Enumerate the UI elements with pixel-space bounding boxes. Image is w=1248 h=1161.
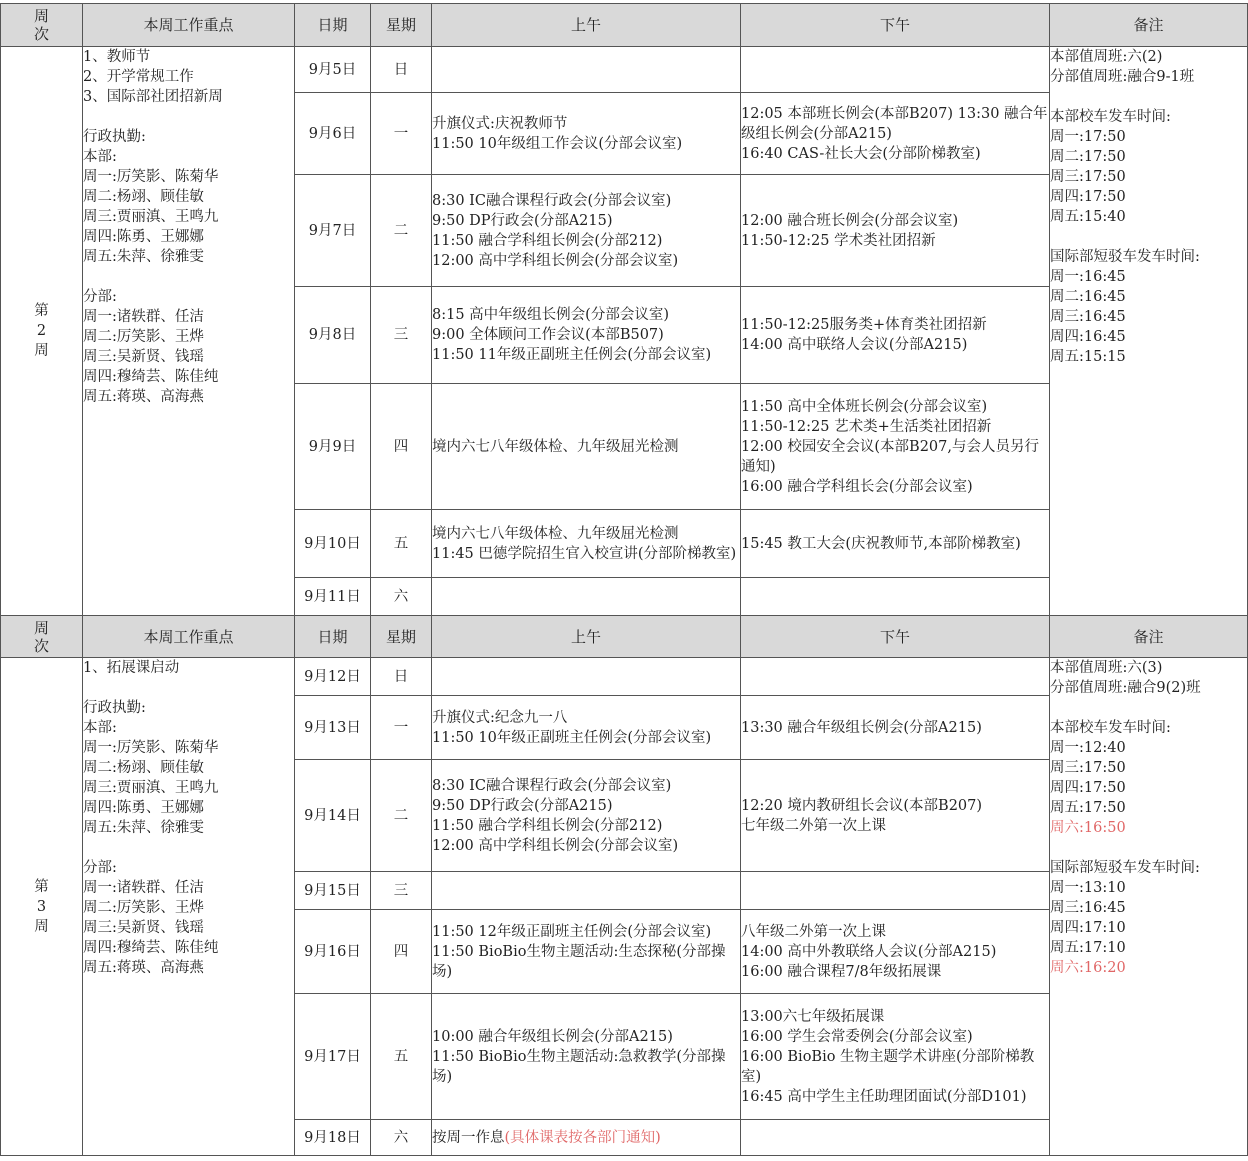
day-row (1, 658, 1248, 696)
focus-line: 周二:厉笑影、王烨 (83, 900, 204, 916)
focus-line: 周三:贾丽滇、王鸣九 (83, 780, 219, 796)
afternoon-cell: 八年级二外第一次上课 14:00 高中外教联络人会议(分部A215) 16:00 融合课程7/8年级拓展课 (741, 910, 1050, 994)
morning-cell: 8:30 IC融合课程行政会(分部会议室) 9:50 DP行政会(分部A215) 11:50 融合学科组长例会(分部212) 12:00 高中学科组长例会(分部会议室) (432, 175, 741, 287)
week-notes (1050, 658, 1248, 1156)
focus-line (83, 267, 294, 287)
focus-line: 行政执勤: (83, 700, 146, 716)
note-line: 周四:16:45 (1050, 329, 1126, 345)
morning-cell: 境内六七八年级体检、九年级屈光检测 11:45 巴德学院招生官入校宣讲(分部阶梯教室) (432, 510, 741, 578)
note-line: 本部值周班:六(3) (1050, 660, 1163, 676)
header-afternoon: 下午 (741, 616, 1050, 658)
morning-cell: 10:00 融合年级组长例会(分部A215) 11:50 BioBio生物主题活动:急救教学(分部操场) (432, 994, 741, 1120)
weekday-cell: 二 (371, 760, 432, 872)
weekday-cell: 一 (371, 93, 432, 175)
header-week: 周 次 (1, 4, 83, 47)
morning-cell: 升旗仪式:纪念九一八 11:50 10年级正副班主任例会(分部会议室) (432, 696, 741, 760)
header-row (1, 4, 1248, 47)
afternoon-cell: 13:00六七年级拓展课 16:00 学生会常委例会(分部会议室) 16:00 BioBio 生物主题学术讲座(分部阶梯教室) 16:45 高中学生主任助理团面试(分部D101) (741, 994, 1050, 1120)
header-notes: 备注 (1050, 616, 1248, 658)
focus-line: 周二:杨翊、顾佳敏 (83, 760, 204, 776)
notice-text: (具体课表按各部门通知) (504, 1129, 661, 1146)
note-line: 周五:15:40 (1050, 209, 1126, 225)
date-cell: 9月9日 (295, 384, 371, 510)
note-line: 周五:17:10 (1050, 940, 1126, 956)
afternoon-cell: 12:05 本部班长例会(本部B207) 13:30 融合年级组长例会(分部A215) 16:40 CAS-社长大会(分部阶梯教室) (741, 93, 1050, 175)
header-notes: 备注 (1050, 4, 1248, 47)
note-line: 国际部短驳车发车时间: (1050, 249, 1200, 265)
note-line: 本部校车发车时间: (1050, 720, 1171, 736)
header-date: 日期 (295, 616, 371, 658)
focus-line: 2、开学常规工作 (83, 69, 194, 85)
note-line: 本部值周班:六(2) (1050, 49, 1163, 65)
note-line: 周一:16:45 (1050, 269, 1126, 285)
date-cell: 9月11日 (295, 578, 371, 616)
weekday-cell: 三 (371, 872, 432, 910)
morning-cell: 境内六七八年级体检、九年级屈光检测 (432, 384, 741, 510)
week-label: 第 2 周 (1, 47, 83, 616)
morning-cell: 升旗仪式:庆祝教师节 11:50 10年级组工作会议(分部会议室) (432, 93, 741, 175)
schedule-table (0, 3, 1248, 1156)
header-weekday: 星期 (371, 4, 432, 47)
weekday-cell: 五 (371, 510, 432, 578)
morning-cell: 8:30 IC融合课程行政会(分部会议室) 9:50 DP行政会(分部A215) 11:50 融合学科组长例会(分部212) 12:00 高中学科组长例会(分部会议室) (432, 760, 741, 872)
morning-cell (432, 578, 741, 616)
focus-line: 周一:厉笑影、陈菊华 (83, 740, 219, 756)
afternoon-cell: 13:30 融合年级组长例会(分部A215) (741, 696, 1050, 760)
note-line: 周四:17:50 (1050, 780, 1126, 796)
focus-line: 1、教师节 (83, 49, 151, 65)
focus-line (83, 838, 294, 858)
header-focus: 本周工作重点 (83, 616, 295, 658)
note-line: 周五:15:15 (1050, 349, 1126, 365)
day-row (1, 47, 1248, 93)
afternoon-cell: 15:45 教工大会(庆祝教师节,本部阶梯教室) (741, 510, 1050, 578)
afternoon-cell (741, 1120, 1050, 1156)
note-line (1050, 227, 1247, 247)
afternoon-cell (741, 872, 1050, 910)
focus-line: 分部: (83, 289, 117, 305)
focus-line: 行政执勤: (83, 129, 146, 145)
focus-line: 周一:厉笑影、陈菊华 (83, 169, 219, 185)
weekday-cell: 六 (371, 578, 432, 616)
note-line: 周六:16:20 (1050, 960, 1126, 976)
morning-cell: 按周一作息(具体课表按各部门通知) (432, 1120, 741, 1156)
week-notes (1050, 47, 1248, 616)
week-label: 第 3 周 (1, 658, 83, 1156)
note-line: 周三:17:50 (1050, 760, 1126, 776)
afternoon-cell: 12:20 境内教研组长会议(本部B207) 七年级二外第一次上课 (741, 760, 1050, 872)
note-line: 周一:13:10 (1050, 880, 1126, 896)
date-cell: 9月17日 (295, 994, 371, 1120)
afternoon-cell: 11:50-12:25服务类+体育类社团招新 14:00 高中联络人会议(分部A215) (741, 287, 1050, 384)
header-morning: 上午 (432, 616, 741, 658)
focus-line: 周一:诸轶群、任洁 (83, 309, 204, 325)
focus-line: 周五:蒋瑛、高海燕 (83, 960, 204, 976)
morning-cell (432, 47, 741, 93)
date-cell: 9月18日 (295, 1120, 371, 1156)
note-line (1050, 87, 1247, 107)
focus-line: 周四:穆绮芸、陈佳纯 (83, 940, 219, 956)
note-line: 周二:16:45 (1050, 289, 1126, 305)
focus-line: 本部: (83, 149, 117, 165)
focus-line: 3、国际部社团招新周 (83, 89, 223, 105)
afternoon-cell (741, 47, 1050, 93)
focus-line (83, 678, 294, 698)
weekday-cell: 五 (371, 994, 432, 1120)
date-cell: 9月12日 (295, 658, 371, 696)
weekday-cell: 二 (371, 175, 432, 287)
note-line: 分部值周班:融合9-1班 (1050, 69, 1195, 85)
note-line: 周四:17:50 (1050, 189, 1126, 205)
note-line: 周二:17:50 (1050, 149, 1126, 165)
weekday-cell: 四 (371, 910, 432, 994)
header-morning: 上午 (432, 4, 741, 47)
date-cell: 9月13日 (295, 696, 371, 760)
note-line (1050, 838, 1247, 858)
date-cell: 9月15日 (295, 872, 371, 910)
note-line: 周三:16:45 (1050, 900, 1126, 916)
note-line: 本部校车发车时间: (1050, 109, 1171, 125)
focus-line: 周五:蒋瑛、高海燕 (83, 389, 204, 405)
date-cell: 9月6日 (295, 93, 371, 175)
focus-line: 周一:诸轶群、任洁 (83, 880, 204, 896)
note-line (1050, 698, 1247, 718)
date-cell: 9月16日 (295, 910, 371, 994)
focus-line: 分部: (83, 860, 117, 876)
morning-cell: 8:15 高中年级组长例会(分部会议室) 9:00 全体顾问工作会议(本部B507) 11:50 11年级正副班主任例会(分部会议室) (432, 287, 741, 384)
weekday-cell: 日 (371, 658, 432, 696)
week-focus (83, 47, 295, 616)
note-line: 周三:17:50 (1050, 169, 1126, 185)
header-date: 日期 (295, 4, 371, 47)
focus-line: 周三:贾丽滇、王鸣九 (83, 209, 219, 225)
weekday-cell: 一 (371, 696, 432, 760)
morning-cell: 11:50 12年级正副班主任例会(分部会议室) 11:50 BioBio生物主题活动:生态探秘(分部操场) (432, 910, 741, 994)
afternoon-cell (741, 658, 1050, 696)
focus-line: 周二:杨翊、顾佳敏 (83, 189, 204, 205)
focus-line: 本部: (83, 720, 117, 736)
morning-cell (432, 872, 741, 910)
focus-line: 周四:陈勇、王娜娜 (83, 800, 204, 816)
header-afternoon: 下午 (741, 4, 1050, 47)
note-line: 周三:16:45 (1050, 309, 1126, 325)
note-line: 周四:17:10 (1050, 920, 1126, 936)
header-week: 周 次 (1, 616, 83, 658)
weekday-cell: 四 (371, 384, 432, 510)
note-line: 国际部短驳车发车时间: (1050, 860, 1200, 876)
afternoon-cell: 11:50 高中全体班长例会(分部会议室) 11:50-12:25 艺术类+生活类社团招新 12:00 校园安全会议(本部B207,与会人员另行通知) 16:00 融合学科组长会(分部会议室) (741, 384, 1050, 510)
header-row (1, 616, 1248, 658)
afternoon-cell: 12:00 融合班长例会(分部会议室) 11:50-12:25 学术类社团招新 (741, 175, 1050, 287)
week-focus (83, 658, 295, 1156)
date-cell: 9月5日 (295, 47, 371, 93)
header-weekday: 星期 (371, 616, 432, 658)
focus-line: 周三:吴新贤、钱瑶 (83, 349, 204, 365)
focus-line: 周五:朱萍、徐雅雯 (83, 249, 204, 265)
date-cell: 9月10日 (295, 510, 371, 578)
focus-line: 周四:穆绮芸、陈佳纯 (83, 369, 219, 385)
note-line: 周五:17:50 (1050, 800, 1126, 816)
focus-line (83, 107, 294, 127)
focus-line: 周二:厉笑影、王烨 (83, 329, 204, 345)
note-line: 分部值周班:融合9(2)班 (1050, 680, 1201, 696)
afternoon-cell (741, 578, 1050, 616)
focus-line: 周三:吴新贤、钱瑶 (83, 920, 204, 936)
date-cell: 9月14日 (295, 760, 371, 872)
header-focus: 本周工作重点 (83, 4, 295, 47)
weekday-cell: 日 (371, 47, 432, 93)
focus-line: 周四:陈勇、王娜娜 (83, 229, 204, 245)
note-line: 周一:17:50 (1050, 129, 1126, 145)
weekday-cell: 三 (371, 287, 432, 384)
morning-cell (432, 658, 741, 696)
focus-line: 1、拓展课启动 (83, 660, 180, 676)
note-line: 周一:12:40 (1050, 740, 1126, 756)
date-cell: 9月7日 (295, 175, 371, 287)
note-line: 周六:16:50 (1050, 820, 1126, 836)
weekday-cell: 六 (371, 1120, 432, 1156)
focus-line: 周五:朱萍、徐雅雯 (83, 820, 204, 836)
date-cell: 9月8日 (295, 287, 371, 384)
